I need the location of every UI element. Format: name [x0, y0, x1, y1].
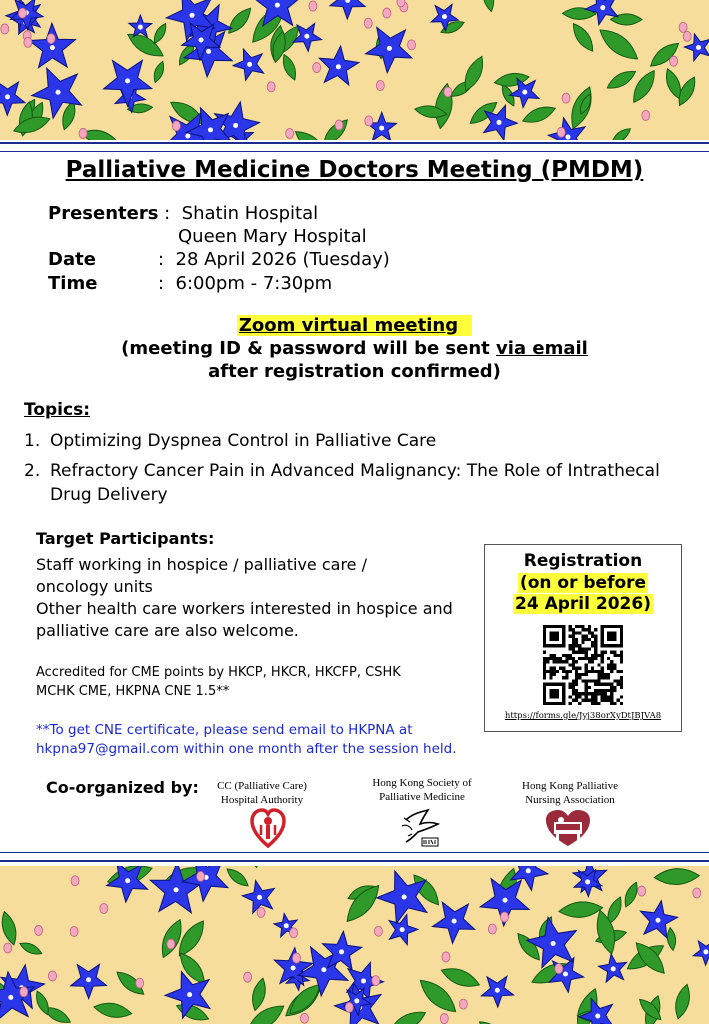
target-line-3: Other health care workers interested in hospice and — [36, 599, 453, 618]
topic-text-2: Refractory Cancer Pain in Advanced Malignancy: The Role of Intrathecal Drug Delivery — [50, 461, 660, 505]
registration-title: Registration — [523, 551, 643, 571]
date-label: Date — [48, 249, 96, 270]
divider-top — [0, 142, 709, 144]
hospital-authority-logo-icon — [250, 808, 286, 848]
cne-line-2: hkpna97@gmail.com within one month after the session held. — [36, 741, 457, 757]
presenter-2: Queen Mary Hospital — [178, 226, 367, 247]
hkpna-logo-icon — [544, 808, 592, 848]
date-colon: : — [158, 249, 176, 270]
topic-num-2: 2. — [24, 461, 41, 481]
target-body — [36, 554, 476, 642]
registration-deadline — [485, 573, 681, 615]
floral-pattern-top — [0, 0, 709, 140]
org-hkpna-line-1: Hong Kong Palliative — [522, 780, 618, 792]
floral-pattern-bottom — [0, 866, 709, 1024]
date-row — [48, 248, 390, 271]
time-colon: : — [158, 273, 176, 294]
deadline-line-1: (on or before — [519, 573, 647, 593]
topic-item-1 — [24, 429, 690, 453]
page-title: Palliative Medicine Doctors Meeting (PMDM) — [65, 157, 644, 183]
zoom-headline: Zoom virtual meeting — [237, 315, 472, 336]
divider-bottom-thin — [0, 852, 709, 853]
topic-item-2 — [24, 459, 700, 507]
cme-accreditation — [36, 663, 476, 701]
qr-code-icon[interactable] — [543, 625, 623, 705]
cne-note — [36, 721, 486, 759]
cme-line-2: MCHK CME, HKPNA CNE 1.5** — [36, 684, 230, 699]
presenters-label: Presenters — [48, 203, 159, 224]
divider-top-thin — [0, 151, 709, 152]
zoom-note-part1: (meeting ID & password will be sent — [121, 338, 497, 359]
cne-line-1: **To get CNE certificate, please send email to HKPNA at — [36, 722, 413, 738]
divider-bottom — [0, 860, 709, 862]
registration-url-link[interactable]: https://forms.gle/Jyj38orXyDtJBJVA8 — [504, 711, 662, 721]
bottom-floral-border — [0, 866, 709, 1024]
date-value: 28 April 2026 (Tuesday) — [175, 249, 390, 270]
via-email-link[interactable]: via email — [496, 338, 588, 359]
presenters-row — [48, 202, 318, 225]
presenter-2-row — [178, 225, 367, 248]
time-row — [48, 272, 332, 295]
target-line-2: oncology units — [36, 577, 153, 596]
hkspm-dove-logo-icon — [398, 806, 442, 848]
cme-line-1: Accredited for CME points by HKCP, HKCR, HKCFP, CSHK — [36, 665, 401, 680]
org-hkspm-line-2: Palliative Medicine — [379, 791, 465, 803]
zoom-info — [0, 314, 709, 383]
time-label: Time — [48, 273, 98, 294]
zoom-note-line3: after registration confirmed) — [208, 361, 501, 382]
presenter-1: Shatin Hospital — [181, 203, 319, 224]
target-line-4: palliative care are also welcome. — [36, 621, 299, 640]
org-hkspm-line-1: Hong Kong Society of — [372, 777, 472, 789]
target-heading: Target Participants: — [36, 529, 215, 548]
org-ha-line-1: CC (Palliative Care) — [217, 780, 307, 792]
top-floral-border — [0, 0, 709, 140]
registration-box — [484, 544, 682, 732]
co-organized-label: Co-organized by: — [46, 778, 199, 797]
org-ha — [206, 779, 318, 807]
topic-text-1: Optimizing Dyspnea Control in Palliative Care — [50, 431, 437, 451]
topic-num-1: 1. — [24, 431, 41, 451]
org-hkpna — [506, 779, 634, 807]
org-ha-line-2: Hospital Authority — [220, 794, 304, 806]
target-line-1: Staff working in hospice / palliative care / — [36, 555, 367, 574]
topics-heading: Topics: — [24, 400, 91, 420]
presenters-colon: : — [158, 203, 182, 224]
org-hkspm — [358, 776, 486, 804]
deadline-line-2: 24 April 2026) — [515, 594, 651, 614]
time-value: 6:00pm - 7:30pm — [175, 273, 333, 294]
org-hkpna-line-2: Nursing Association — [525, 794, 615, 806]
